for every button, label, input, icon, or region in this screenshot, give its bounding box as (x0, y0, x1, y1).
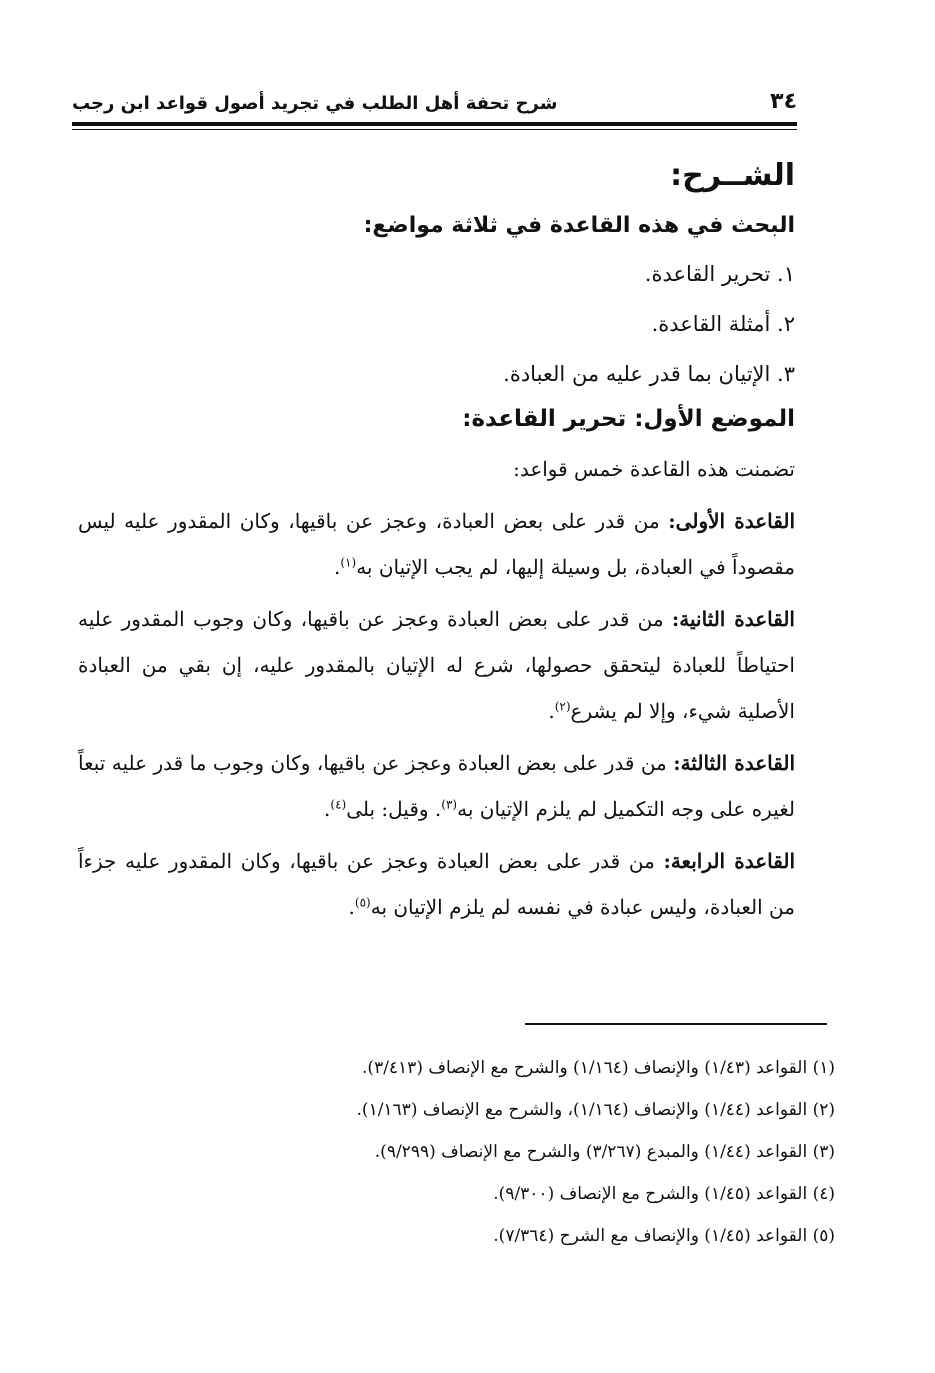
running-title: شرح تحفة أهل الطلب في تجريد أصول قواعد ابن رجب (72, 93, 558, 114)
page-number: ٣٤ (770, 89, 797, 114)
rule-text-end: . (324, 797, 331, 821)
rule-label: القاعدة الأولى: (668, 509, 795, 533)
footnote: (٤) القواعد (١/٤٥) والشرح مع الإنصاف (٩/٣٠٠). (493, 1184, 835, 1204)
rule-text: من قدر على بعض العبادة، وعجز عن باقيها، وكان المقدور عليه ليس مقصوداً في العبادة، بل وسيلة إليها، لم يجب الإتيان به (78, 509, 795, 579)
rule-paragraph-2 (78, 596, 795, 734)
footnote-separator (525, 1023, 827, 1025)
footnote-ref[interactable]: (٣) (441, 797, 458, 812)
footnotes (100, 1050, 835, 1260)
subheading: الموضع الأول: تحرير القاعدة: (462, 406, 795, 432)
footnote: (١) القواعد (١/٤٣) والإنصاف (١/١٦٤) والشرح مع الإنصاف (٣/٤١٣). (362, 1058, 835, 1078)
list-item: ٣. الإتيان بما قدر عليه من العبادة. (503, 362, 795, 386)
list-item: ٢. أمثلة القاعدة. (651, 312, 795, 336)
rule-paragraph-1 (78, 498, 795, 590)
rule-text-end: . (334, 555, 341, 579)
footnote-ref[interactable]: (٥) (354, 895, 371, 910)
lead-line: تضمنت هذه القاعدة خمس قواعد: (513, 457, 795, 481)
rule-label: القاعدة الثانية: (671, 607, 795, 631)
footnote-ref[interactable]: (٢) (554, 699, 571, 714)
header-rule-thin (72, 129, 797, 130)
footnote: (٣) القواعد (١/٤٤) والمبدع (٣/٢٦٧) والشرح مع الإنصاف (٩/٢٩٩). (374, 1142, 835, 1162)
header-rule-thick (72, 122, 797, 126)
rule-paragraph-3 (78, 740, 795, 832)
list-item: ١. تحرير القاعدة. (644, 262, 795, 286)
page-header (72, 84, 797, 114)
rule-text: من قدر على بعض العبادة وعجز عن باقيها، وكان المقدور عليه جزءاً من العبادة، وليس عبادة في نفسه لم يلزم الإتيان به (78, 849, 795, 919)
main-text (78, 150, 795, 936)
rule-text: من قدر على بعض العبادة وعجز عن باقيها، وكان وجوب المقدور عليه احتياطاً للعبادة ليتحقق حصولها، شرع له الإتيان بالمقدور عليه، إن بقي من العبادة الأصلية شيء، وإلا لم يشرع (78, 607, 795, 723)
footnote-ref[interactable]: (١) (340, 555, 357, 570)
rule-label: القاعدة الرابعة: (663, 849, 796, 873)
footnote: (٢) القواعد (١/٤٤) والإنصاف (١/١٦٤)، والشرح مع الإنصاف (١/١٦٣). (356, 1100, 835, 1120)
rule-text: من قدر على بعض العبادة وعجز عن باقيها، وكان وجوب ما قدر عليه تبعاً لغيره على وجه التكميل لم يلزم الإتيان به (78, 751, 795, 821)
rule-paragraph-4 (78, 838, 795, 930)
section-title: الشــرح: (670, 158, 795, 193)
rule-text-end: . (348, 895, 355, 919)
rule-label: القاعدة الثالثة: (673, 751, 796, 775)
footnote-ref[interactable]: (٤) (330, 797, 347, 812)
rule-text-end: . (548, 699, 555, 723)
intro-line: البحث في هذه القاعدة في ثلاثة مواضع: (363, 213, 795, 238)
footnote: (٥) القواعد (١/٤٥) والإنصاف مع الشرح (٧/٣٦٤). (493, 1226, 835, 1246)
rule-text-mid: . وقيل: بلى (346, 797, 442, 821)
